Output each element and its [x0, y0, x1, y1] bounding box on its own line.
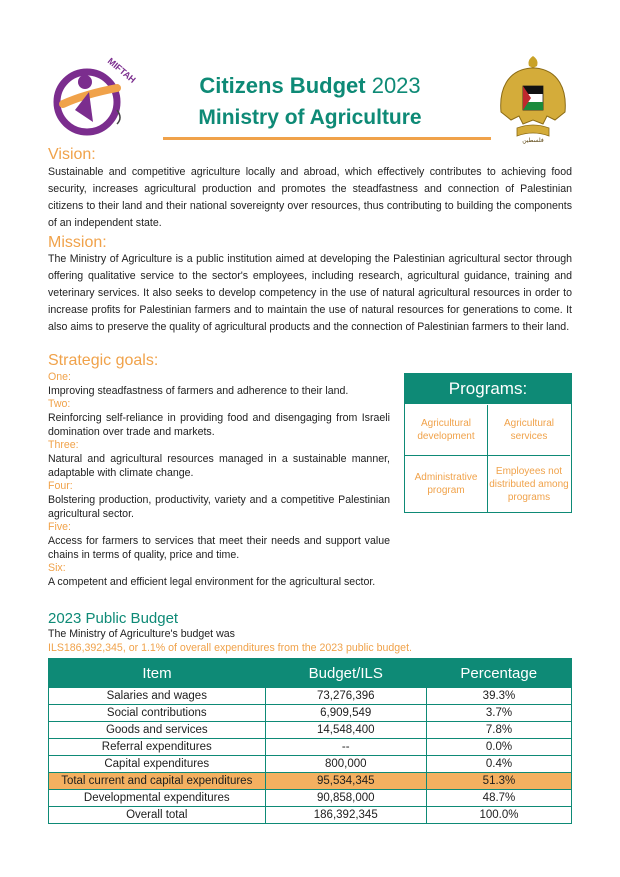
strategic-goals-list — [48, 371, 390, 589]
budget-amount-text: ILS186,392,345, or 1.1% of overall expenditures from the 2023 public budget. — [48, 642, 412, 654]
item-cell: Referral expenditures — [49, 739, 266, 756]
page-title-year: 2023 — [371, 73, 421, 98]
goal-text: Bolstering production, productivity, variety and a competitive Palestinian agricultural sector. — [48, 494, 390, 520]
goal-text: Improving steadfastness of farmers and adherence to their land. — [48, 385, 349, 397]
goal-item — [48, 371, 390, 398]
budget-cell: 95,534,345 — [265, 773, 426, 790]
item-cell: Goods and services — [49, 722, 266, 739]
vision-text: Sustainable and competitive agriculture locally and abroad, which effectively contributes to achieving food security, increases agricultural production and promotes the steadfastness and connection of Palestinian citizens to their land and their national sovereignty over resources, thus contributing to building the components of an independent state. — [48, 166, 572, 229]
column-header: Item — [49, 659, 266, 688]
budget-heading: 2023 Public Budget — [48, 610, 179, 627]
percentage-cell: 100.0% — [426, 807, 571, 824]
budget-intro: The Ministry of Agriculture's budget was — [48, 628, 235, 640]
table-row — [49, 705, 572, 722]
percentage-cell: 0.0% — [426, 739, 571, 756]
item-cell: Capital expenditures — [49, 756, 266, 773]
goal-text: Natural and agricultural resources managed in a sustainable manner, adaptable with climate change. — [48, 453, 390, 479]
goal-item — [48, 562, 390, 589]
table-row — [49, 790, 572, 807]
miftah-logo — [45, 40, 145, 140]
strategic-goals-heading: Strategic goals: — [48, 352, 159, 369]
goal-item — [48, 480, 390, 521]
program-item: Agricultural services — [488, 405, 570, 456]
column-header: Percentage — [426, 659, 571, 688]
percentage-cell: 7.8% — [426, 722, 571, 739]
table-header-row — [49, 659, 572, 688]
table-row-highlighted — [49, 773, 572, 790]
budget-cell: 90,858,000 — [265, 790, 426, 807]
goal-item — [48, 521, 390, 562]
percentage-cell: 48.7% — [426, 790, 571, 807]
goal-item — [48, 439, 390, 480]
goal-number: Five: — [48, 521, 71, 533]
goal-text: A competent and efficient legal environment for the agricultural sector. — [48, 576, 376, 588]
mission-text: The Ministry of Agriculture is a public institution aimed at developing the Palestinian agricultural sector through offering qualitative service to the sector's employees, including research, agricultural guidance, training and veterinary services. It also seeks to develop competency in the use of natural agricultural resources in order to increase profits for Palestinian farmers and to maintain the use of natural resources for generations to come. It also aims to preserve the quality of agricultural products and the connection of Palestinian farmers to their land. — [48, 253, 572, 333]
mission-heading: Mission: — [48, 234, 107, 251]
goal-text: Reinforcing self-reliance in providing food and disengaging from Israeli domination over trade and markets. — [48, 412, 390, 438]
budget-cell: -- — [265, 739, 426, 756]
table-row — [49, 756, 572, 773]
budget-table — [48, 658, 572, 824]
page-title — [150, 73, 470, 99]
miftah-logo-text: MIFTAH — [105, 55, 138, 85]
item-cell: Developmental expenditures — [49, 790, 266, 807]
item-cell: Total current and capital expenditures — [49, 773, 266, 790]
goal-item — [48, 398, 390, 439]
percentage-cell: 3.7% — [426, 705, 571, 722]
goal-number: Two: — [48, 398, 71, 410]
budget-cell: 73,276,396 — [265, 688, 426, 705]
item-cell: Social contributions — [49, 705, 266, 722]
table-row — [49, 722, 572, 739]
item-cell: Overall total — [49, 807, 266, 824]
goal-number: Six: — [48, 562, 66, 574]
programs-heading: Programs: — [405, 374, 571, 404]
table-row — [49, 688, 572, 705]
table-row — [49, 807, 572, 824]
program-item: Employees not distributed among programs — [489, 465, 569, 503]
title-divider — [163, 137, 491, 140]
program-item: Administrative program — [405, 456, 488, 512]
page-title-text: Citizens Budget — [199, 73, 366, 98]
vision-heading: Vision: — [48, 146, 96, 163]
programs-box — [404, 373, 572, 513]
budget-cell: 6,909,549 — [265, 705, 426, 722]
table-row — [49, 739, 572, 756]
item-cell: Salaries and wages — [49, 688, 266, 705]
goal-number: One: — [48, 371, 71, 383]
percentage-cell: 51.3% — [426, 773, 571, 790]
budget-cell: 800,000 — [265, 756, 426, 773]
percentage-cell: 39.3% — [426, 688, 571, 705]
budget-cell: 14,548,400 — [265, 722, 426, 739]
page-subtitle: Ministry of Agriculture — [198, 106, 422, 129]
palestine-eagle-emblem — [497, 50, 569, 145]
palestine-emblem-text: فلسطين — [522, 137, 544, 144]
goal-text: Access for farmers to services that meet their needs and support value chains in terms of quality, price and time. — [48, 535, 390, 561]
budget-cell: 186,392,345 — [265, 807, 426, 824]
goal-number: Three: — [48, 439, 79, 451]
column-header: Budget/ILS — [265, 659, 426, 688]
goal-number: Four: — [48, 480, 73, 492]
percentage-cell: 0.4% — [426, 756, 571, 773]
program-item: Agricultural development — [405, 405, 488, 456]
